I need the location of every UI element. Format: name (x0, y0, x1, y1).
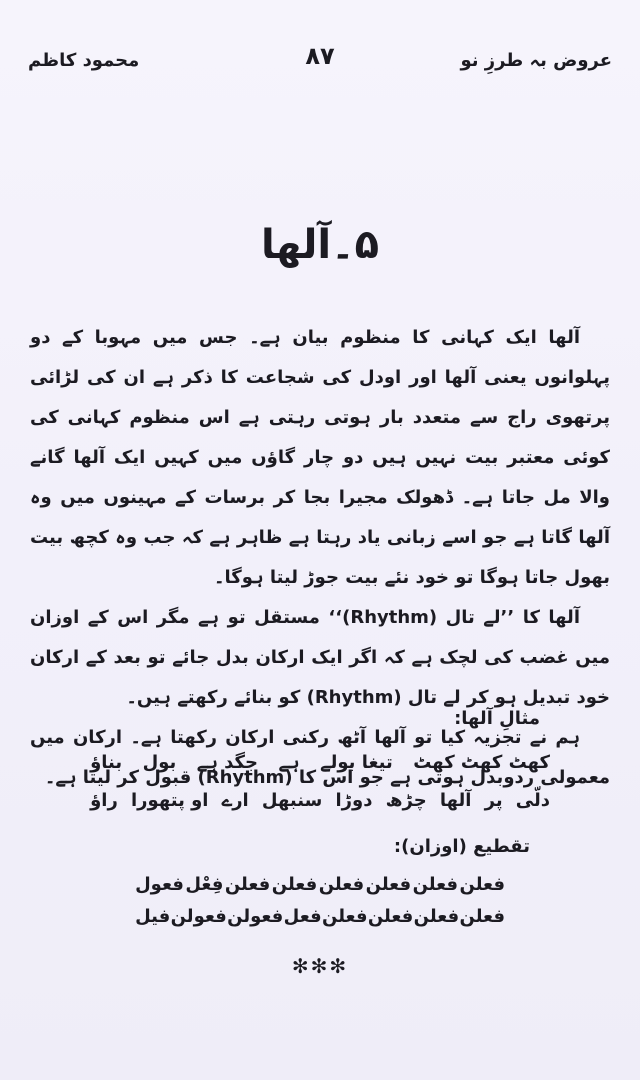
verse-line-2 (90, 790, 550, 824)
meter-foot: فعلن (412, 874, 459, 895)
meter-foot: فعلن (224, 874, 271, 895)
verse-word: بول (142, 752, 177, 773)
meter-foot: فعلن (413, 906, 460, 927)
verse-word: سنبھل (261, 790, 323, 811)
verse-word: کھٹ کھٹ کھٹ (413, 752, 550, 773)
chapter-title: ۵۔آلھا (260, 222, 379, 268)
meter-foot: فیل (135, 906, 171, 927)
meter-foot: فعول (135, 874, 184, 895)
page-number: ۸۷ (305, 42, 335, 70)
meter-foot: فعلن (322, 906, 368, 927)
book-title: عروض بہ طرزِ نو (460, 50, 612, 71)
meter-foot: فعلن (459, 906, 505, 927)
paragraph-3: ہم نے تجزیہ کیا تو آلھا آٹھ رکنی ارکان رکھتا ہے۔ ارکان میں معمولی ردوبدل ہوتی ہے جو اس کا (Rhythm) قبول کر لیتا ہے۔ (30, 727, 610, 788)
meter-row-2 (135, 906, 505, 940)
meter-row-1 (135, 874, 505, 908)
verse-word: او پتھورا (131, 790, 209, 811)
section-end-ornament: ✻✻✻ (291, 954, 349, 978)
meter-foot: فعلن (365, 874, 412, 895)
verse-word: دلّی (515, 790, 550, 811)
verse-word: چڑھ (385, 790, 427, 811)
meter-foot: فعل (283, 906, 322, 927)
meter-foot: فعلن (271, 874, 318, 895)
verse-word: جگد ہے (196, 752, 258, 773)
paragraph-2: آلھا کا ’’لے تال (Rhythm)‘‘ مستقل تو ہے مگر اس کے اوزان میں غضب کی لچک ہے کہ اگر ایک ارکان بدل جائے تو بعد کے ارکان خود تبدیل ہو کر لے تال (Rhythm) کو بنائے رکھتے ہیں۔ (30, 607, 610, 708)
meter-foot: فعولن (170, 906, 227, 927)
meter-foot: فعلن (367, 906, 414, 927)
running-header (28, 42, 612, 82)
verse-word: بناؤ (90, 752, 123, 773)
meter-foot: فعلن (318, 874, 365, 895)
verse-word: تیغا بولے (320, 752, 393, 773)
verse-word: ہے (278, 752, 300, 773)
example-label: مثالِ آلھا: (454, 708, 540, 729)
verse-word: راؤ (90, 790, 118, 811)
meter-foot: فِعْل (185, 874, 224, 895)
verse-line-1 (90, 752, 550, 786)
verse-word: ارے (221, 790, 249, 811)
author-name: محمود کاظم (28, 50, 140, 71)
meter-foot: فعولن (227, 906, 284, 927)
paragraph-1: آلھا ایک کہانی کا منظوم بیان ہے۔ جس میں مہوبا کے دو پہلوانوں یعنی آلھا اور اودل کی شجاعت کا ذکر ہے ان کی لڑائی پرتھوی راج سے متعدد بار ہوتی رہتی ہے اس منظوم کہانی کی کوئی معتبر بیت نہیں ہیں دو چار گاؤں میں کہیں ایک آلھا گانے والا مل جاتا ہے۔ ڈھولک مجیرا بجا کر برسات کے مہینوں میں وہ آلھا گاتا ہے جو اسے زبانی یاد رہتا ہے ظاہر ہے کہ جب وہ کچھ بیت بھول جاتا ہوگا تو خود نئے بیت جوڑ لیتا ہوگا۔ (30, 327, 610, 588)
verse-word: آلھا (439, 790, 472, 811)
verse-word: دوڑا (335, 790, 373, 811)
meter-foot: فعلن (459, 874, 505, 895)
verse-word: پر (484, 790, 503, 811)
scansion-label: تقطیع (اوزان): (393, 836, 530, 857)
